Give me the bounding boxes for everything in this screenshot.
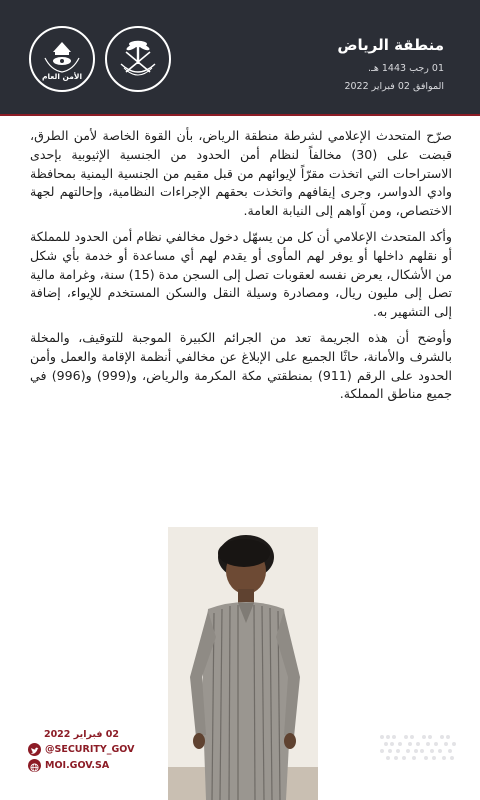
article-body xyxy=(30,127,452,411)
hijri-date: 01 رجب 1443 هـ. xyxy=(368,63,444,74)
article-paragraph-2: وأكد المتحدث الإعلامي أن كل من يسهّل دخول مخالفي نظام أمن الحدود للمملكة أو نقلهم داخلها أو يوفر لهم المأوى أو يقدم لهم أي مساعدة أو خدمة بأي شكل من الأشكال، يعرض نفسه لعقوبات تصل إلى السجن مدة (15) سنة، وغرامة مالية تصل إلى مليون ريال، ومصادرة وسيلة النقل والسكن المستخدم للإيواء، إضافة إلى التشهير به. xyxy=(30,228,452,320)
twitter-handle[interactable] xyxy=(28,741,134,757)
dot-pattern xyxy=(378,729,458,769)
moi-emblem-icon xyxy=(105,26,171,92)
web-icon xyxy=(28,759,41,772)
region-title: منطقة الرياض xyxy=(337,36,444,54)
website-link[interactable] xyxy=(28,757,109,773)
website-text: MOI.GOV.SA xyxy=(45,759,110,771)
twitter-icon xyxy=(28,743,41,756)
footer-date: 02 فبراير 2022 xyxy=(43,729,119,740)
gregorian-date: الموافق 02 فبراير 2022 xyxy=(344,81,444,92)
twitter-handle-text: @SECURITY_GOV xyxy=(45,743,135,755)
header-bar xyxy=(0,0,480,114)
article-paragraph-1: صرّح المتحدث الإعلامي لشرطة منطقة الرياض، بأن القوة الخاصة لأمن الطرق، قبضت على (30) مخالفاً لنظام أمن الحدود من الجنسية الإثيوبية بإحدى الاستراحات التي اتخذت مقرّاً لإيوائهم من قبل مقيم من الجنسية اليمنية بمحافظة وادي الدواسر، وجرى إيقافهم واتخذت بحقهم الإجراءات النظامية، وإحالتهم لجهة الاختصاص، ومن آواهم إلى النيابة العامة. xyxy=(30,128,452,219)
article-paragraph-3: وأوضح أن هذه الجريمة تعد من الجرائم الكبيرة الموجبة للتوقيف، والمخلة بالشرف والأمانة، حاثًا الجميع على الإبلاغ عن مخالفي أنظمة الإقامة والعمل وأمن الحدود على الرقم (911) بمنطقتي مكة المكرمة والرياض، و(999) و(996) في جميع مناطق المملكة. xyxy=(30,329,453,402)
logo-text: الأمن العام xyxy=(41,72,83,81)
public-security-logo-icon xyxy=(29,26,95,92)
top-divider xyxy=(0,114,480,116)
suspect-photo xyxy=(168,527,318,800)
